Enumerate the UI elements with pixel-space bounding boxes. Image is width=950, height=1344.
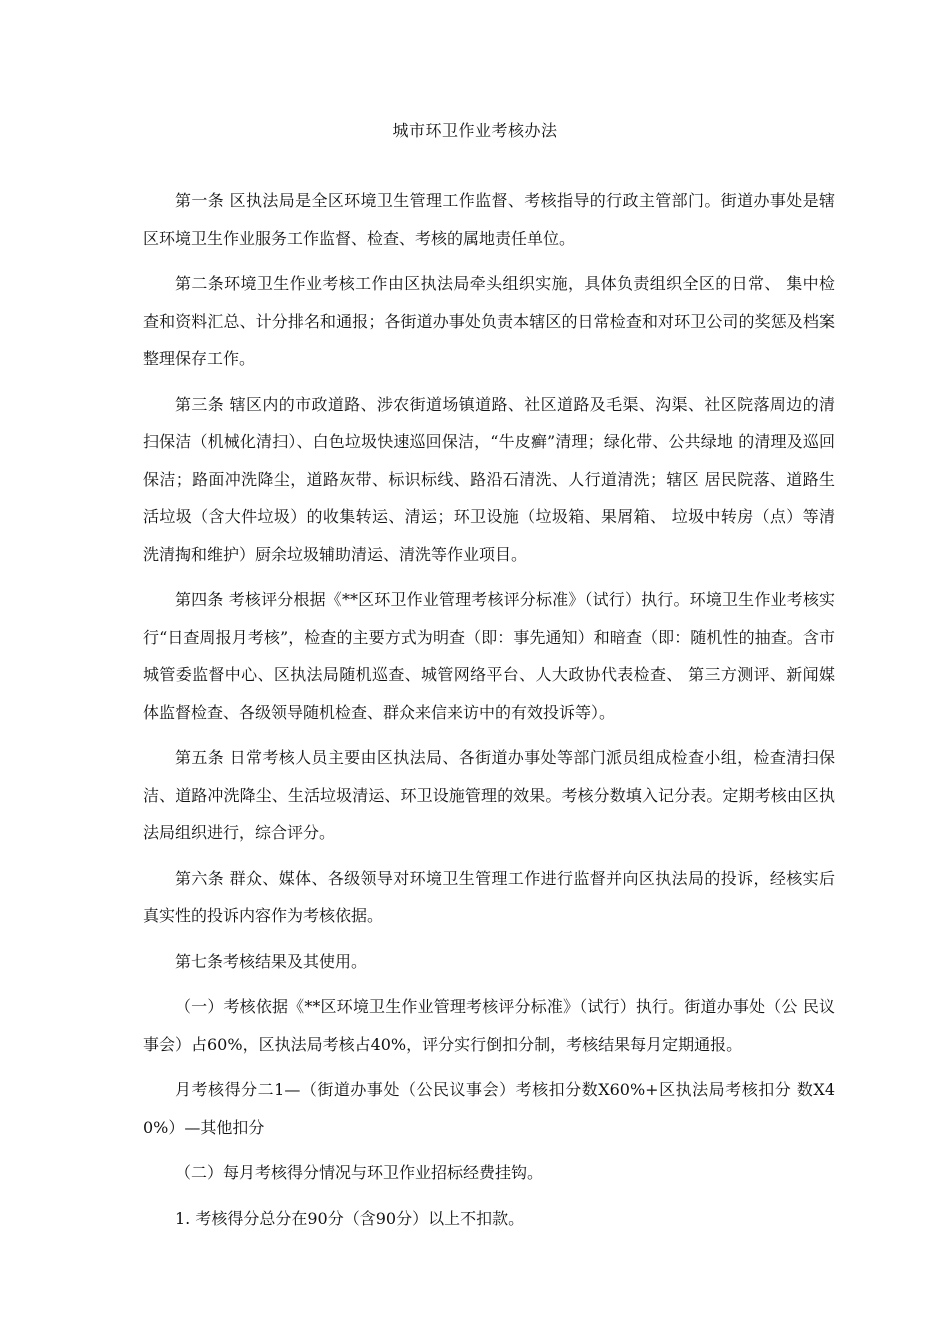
- article-6-paragraph: 第六条 群众、媒体、各级领导对环境卫生管理工作进行监督并向区执法局的投诉，经核实后真实性的投诉内容作为考核依据。: [143, 868, 835, 925]
- article-7-item-1-paragraph: （一）考核依据《**区环境卫生作业管理考核评分标准》（试行）执行。街道办事处（公 民议事会）占60%，区执法局考核占40%，评分实行倒扣分制，考核结果每月定期通报。: [143, 997, 835, 1054]
- document-title: 城市环卫作业考核办法: [392, 121, 558, 140]
- article-7-item-2-paragraph: （二）每月考核得分情况与环卫作业招标经费挂钩。: [175, 1163, 544, 1182]
- article-2-paragraph: 第二条环境卫生作业考核工作由区执法局牵头组织实施，具体负责组织全区的日常、 集中检查和资料汇总、计分排名和通报；各街道办事处负责本辖区的日常检查和对环卫公司的奖惩及档案整理保存工作。: [143, 274, 835, 368]
- deduction-rule-1: 1. 考核得分总分在90分（含90分）以上不扣款。: [175, 1208, 525, 1228]
- article-4-paragraph: 第四条 考核评分根据《**区环卫作业管理考核评分标准》（试行）执行。环境卫生作业考核实行“日查周报月考核”，检查的主要方式为明查（即：事先通知）和暗查（即：随机性的抽查。含市城管委监督中心、区执法局随机巡查、城管网络平台、人大政协代表检查、 第三方测评、新闻媒体监督检查、各级领导随机检查、群众来信来访中的有效投诉等）。: [143, 590, 835, 722]
- article-1-paragraph: 第一条 区执法局是全区环境卫生管理工作监督、考核指导的行政主管部门。街道办事处是辖区环境卫生作业服务工作监督、检查、考核的属地责任单位。: [143, 191, 835, 248]
- article-5-paragraph: 第五条 日常考核人员主要由区执法局、各街道办事处等部门派员组成检查小组，检查清扫保洁、道路冲洗降尘、生活垃圾清运、环卫设施管理的效果。考核分数填入记分表。定期考核由区执法局组织进行，综合评分。: [143, 748, 835, 842]
- monthly-score-formula: 月考核得分二1—（街道办事处（公民议事会）考核扣分数X60%+区执法局考核扣分 数X40%）—其他扣分: [143, 1080, 835, 1137]
- article-7-heading: 第七条考核结果及其使用。: [175, 951, 368, 971]
- article-3-paragraph: 第三条 辖区内的市政道路、涉农街道场镇道路、社区道路及毛渠、沟渠、社区院落周边的清扫保洁（机械化清扫）、白色垃圾快速巡回保洁，“牛皮癣”清理；绿化带、公共绿地 的清理及巡回保洁；路面冲洗降尘，道路灰带、标识标线、路沿石清洗、人行道清洗；辖区 居民院落、道路生活垃圾（含大件垃圾）的收集转运、清运；环卫设施（垃圾箱、果屑箱、 垃圾中转房（点）等清洗清掏和维护）厨余垃圾辅助清运、清洗等作业项目。: [143, 394, 835, 564]
- document-body: [143, 182, 835, 1245]
